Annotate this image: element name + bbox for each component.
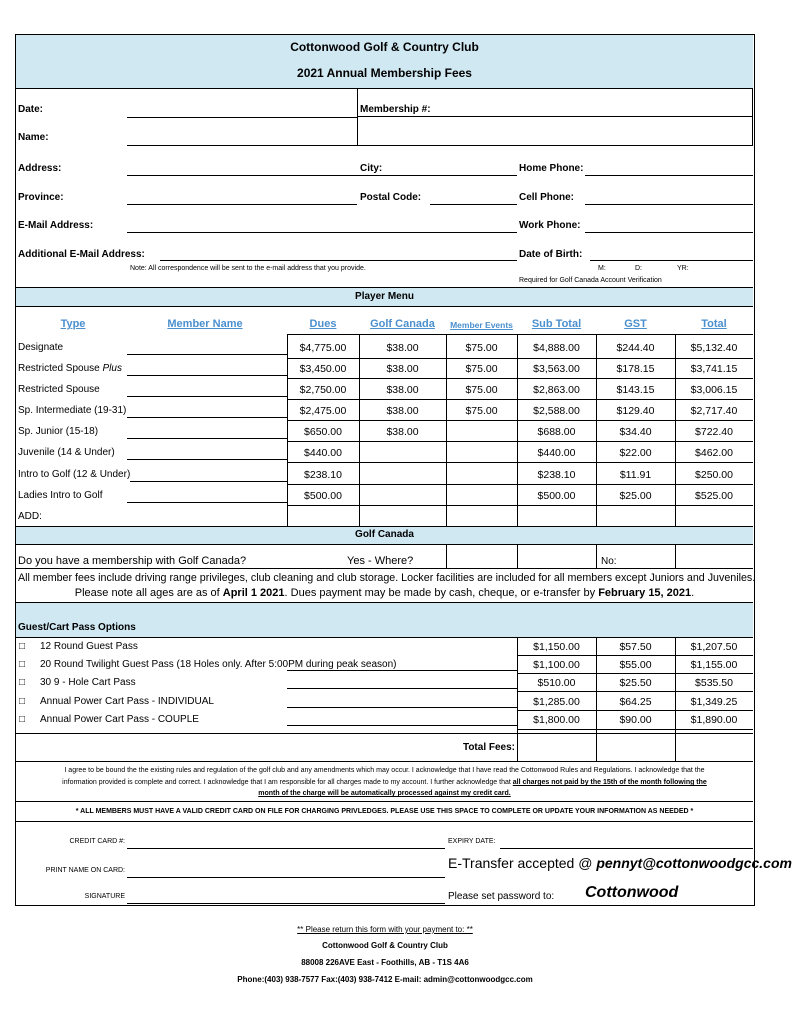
print-name-label: PRINT NAME ON CARD: [45,867,125,874]
cell-total: $462.00 [695,447,733,459]
row-type: Restricted Spouse [18,384,100,395]
fees-note: All member fees include driving range privileges, club cleaning and club storage. Locker facilities are included for all members except Juniors and Juveniles. [18,572,756,584]
agreement-line-3: month of the charge will be automatically processed against my credit card. [258,790,511,797]
cell-sub-total: $4,888.00 [533,342,580,354]
guest-label: 20 Round Twilight Guest Pass (18 Holes only. After 5:00PM during peak season) [40,659,397,670]
expiry-label: EXPIRY DATE: [448,838,496,845]
cell-dues: $650.00 [304,426,342,438]
cell-total: $5,132.40 [690,342,738,354]
cell-total: $1,890.00 [690,714,738,726]
city-field[interactable] [357,175,517,176]
row-type: Intro to Golf (12 & Under) [18,469,131,480]
cell-dues: $440.00 [304,447,342,459]
agreement-line-2: information provided is complete and correct. I acknowledge that I am responsible for all charges made to my account. I further acknowledge that all charges not paid by the 15th of the month following the [62,779,707,786]
cell-sub-total: $2,588.00 [533,405,580,417]
cell-gst: $90.00 [619,714,652,726]
cell-golf-canada: $38.00 [386,405,419,417]
checkbox-power-cart-couple[interactable]: □ [19,714,26,725]
golf-canada-question: Do you have a membership with Golf Canada? [18,555,247,567]
cell-gst: $11.91 [619,469,652,481]
checkbox-twilight-pass[interactable]: □ [19,659,26,670]
player-menu-title: Player Menu [355,291,414,302]
cell-total: $250.00 [695,469,733,481]
cell-dues: $4,775.00 [299,342,347,354]
row-type: Sp. Junior (15-18) [18,426,99,437]
home-phone-field[interactable] [585,175,753,176]
member-name-field[interactable] [127,438,287,439]
cell-dues: $3,450.00 [299,363,347,375]
cell-member-events: $75.00 [465,384,498,396]
cell-phone-label: Cell Phone: [519,192,575,203]
date-field[interactable] [127,117,357,118]
expiry-field[interactable] [500,848,753,849]
cell-total: $535.50 [695,677,733,689]
row-type: Juvenile (14 & Under) [18,447,115,458]
cell-total: $1,207.50 [690,641,738,653]
cell-phone-field[interactable] [585,204,753,205]
col-type: Type [60,318,86,330]
cell-golf-canada: $38.00 [386,384,419,396]
dob-field[interactable] [590,260,753,261]
member-name-field[interactable] [127,354,287,355]
col-member-events: Member Events [450,320,513,330]
member-name-field[interactable] [127,375,287,376]
cell-dues: $238.10 [304,469,342,481]
dob-month: M: [598,265,606,272]
guest-label: 12 Round Guest Pass [40,641,138,652]
cell-sub-total: $1,100.00 [533,659,580,671]
print-name-field[interactable] [127,877,445,878]
cell-total: $3,741.15 [690,363,738,375]
cell-gst: $25.00 [619,490,652,502]
cell-gst: $57.50 [619,641,652,653]
footer-return: ** Please return this form with your payment to: ** [297,925,473,934]
etransfer-note: E-Transfer accepted @ pennyt@cottonwoodgcc.com [448,855,792,871]
footer-address: 88008 226AVE East - Foothills, AB - T1S 4A6 [301,958,469,967]
cell-gst: $143.15 [616,384,655,396]
signature-label: SIGNATURE [84,893,125,900]
cell-gst: $178.15 [616,363,655,375]
address-field[interactable] [127,175,357,176]
cell-sub-total: $688.00 [537,426,576,438]
cell-member-events: $75.00 [465,405,498,417]
guest-title: Guest/Cart Pass Options [18,622,136,633]
email-note: Note: All correspondence will be sent to the e-mail address that you provide. [130,265,366,272]
postal-label: Postal Code: [360,192,422,203]
cell-sub-total: $440.00 [537,447,576,459]
member-name-field[interactable] [127,459,287,460]
date-label: Date: [18,104,44,115]
additional-email-field[interactable] [160,260,517,261]
golf-canada-no: No: [601,556,617,567]
guest-label: Annual Power Cart Pass - COUPLE [40,714,199,725]
col-total: Total [701,318,727,330]
password-label: Please set password to: [448,891,555,902]
member-name-field[interactable] [127,396,287,397]
guest-label: Annual Power Cart Pass - INDIVIDUAL [40,696,214,707]
province-field[interactable] [127,204,357,205]
form-title: 2021 Annual Membership Fees [297,66,472,80]
golf-canada-title: Golf Canada [355,529,414,540]
row-type: Designate [18,342,64,353]
checkbox-power-cart-individual[interactable]: □ [19,696,26,707]
cell-total: $3,006.15 [690,384,738,396]
club-title: Cottonwood Golf & Country Club [290,40,479,54]
address-label: Address: [18,163,62,174]
cell-sub-total: $3,563.00 [533,363,580,375]
cell-member-events: $75.00 [465,342,498,354]
dob-day: D: [635,265,642,272]
col-gst: GST [624,318,647,330]
agreement-line-1: I agree to be bound the the existing rules and regulation of the golf club and any amendments which may occur. I acknowledge that I have read the Cottonwood Rules and Regulations. I acknowledge that the [64,767,705,774]
city-label: City: [360,163,383,174]
cell-golf-canada: $38.00 [386,426,419,438]
cell-sub-total: $1,150.00 [533,641,580,653]
cell-total: $525.00 [695,490,733,502]
footer-club: Cottonwood Golf & Country Club [322,941,448,950]
cell-dues: $500.00 [304,490,342,502]
signature-field[interactable] [127,903,445,904]
cell-gst: $22.00 [619,447,652,459]
col-sub-total: Sub Total [531,318,582,330]
work-phone-field[interactable] [585,232,753,233]
cell-member-events: $75.00 [465,363,498,375]
credit-card-notice: * ALL MEMBERS MUST HAVE A VALID CREDIT CARD ON FILE FOR CHARGING PRIVLEDGES. PLEASE USE THIS SPACE TO COMPLETE OR UPDATE YOUR INFORMATION AS NEEDED * [75,808,694,815]
cell-total: $2,717.40 [690,405,738,417]
cell-dues: $2,750.00 [299,384,347,396]
col-golf-canada: Golf Canada [370,318,435,330]
email-label: E-Mail Address: [18,220,94,231]
name-field[interactable] [127,145,357,146]
cell-sub-total: $238.10 [537,469,576,481]
dob-label: Date of Birth: [519,249,583,260]
member-name-field[interactable] [127,417,287,418]
row-type: Ladies Intro to Golf [18,490,103,501]
add-label: ADD: [18,511,42,522]
name-label: Name: [18,132,49,143]
cell-gst: $25.50 [619,677,652,689]
cell-sub-total: $500.00 [537,490,576,502]
email-field[interactable] [127,232,517,233]
cell-dues: $2,475.00 [299,405,347,417]
dob-note: Required for Golf Canada Account Verification [519,277,662,284]
cell-total: $1,155.00 [690,659,738,671]
member-name-field[interactable] [130,481,287,482]
credit-card-label: CREDIT CARD #: [69,838,125,845]
cell-golf-canada: $38.00 [386,342,419,354]
cell-gst: $244.40 [616,342,655,354]
postal-field[interactable] [430,204,517,205]
member-name-field[interactable] [127,502,287,503]
checkbox-cart-pass[interactable]: □ [19,677,26,688]
home-phone-label: Home Phone: [519,163,584,174]
cell-gst: $64.25 [619,696,652,708]
cell-golf-canada: $38.00 [386,363,419,375]
dob-year: YR: [677,265,689,272]
membership-label: Membership #: [360,104,431,115]
guest-label: 30 9 - Hole Cart Pass [40,677,136,688]
cell-gst: $34.40 [619,426,652,438]
total-fees-label: Total Fees: [462,742,515,753]
cell-sub-total: $2,863.00 [533,384,580,396]
ages-note: Please note all ages are as of April 1 2021. Dues payment may be made by cash, cheque, or e-transfer by February 15, 2021. [74,587,695,599]
row-type: Restricted Spouse Plus [18,363,122,374]
credit-card-field[interactable] [127,848,445,849]
cell-total: $1,349.25 [690,696,738,708]
cell-sub-total: $1,800.00 [533,714,580,726]
password-value: Cottonwood [585,884,679,901]
col-dues: Dues [309,318,337,330]
work-phone-label: Work Phone: [519,220,581,231]
cell-gst: $55.00 [619,659,652,671]
cell-total: $722.40 [695,426,733,438]
footer-contact: Phone:(403) 938-7577 Fax:(403) 938-7412 E-mail: admin@cottonwoodgcc.com [237,975,533,984]
row-type: Sp. Intermediate (19-31) [18,405,127,416]
golf-canada-yes: Yes - Where? [347,555,414,567]
cell-gst: $129.40 [616,405,655,417]
col-member-name: Member Name [167,318,243,330]
additional-email-label: Additional E-Mail Address: [18,249,145,260]
cell-sub-total: $1,285.00 [533,696,580,708]
checkbox-guest-pass[interactable]: □ [19,641,26,652]
cell-sub-total: $510.00 [537,677,576,689]
province-label: Province: [18,192,64,203]
